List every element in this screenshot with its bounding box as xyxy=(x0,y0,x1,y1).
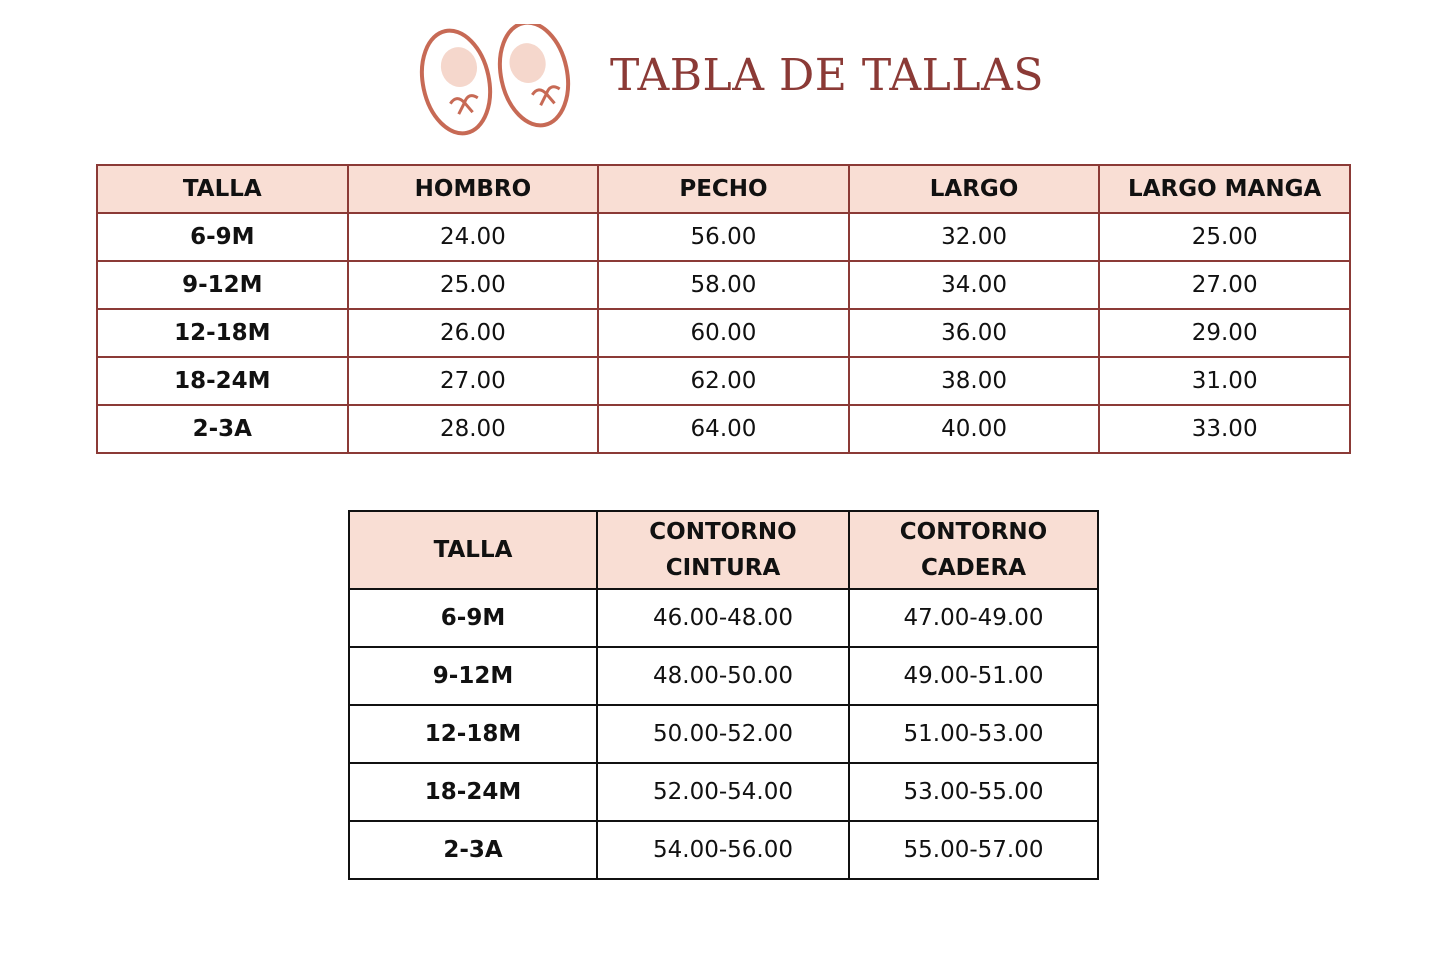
header-line: CADERA xyxy=(921,555,1026,581)
table-row xyxy=(349,589,1098,647)
header-line: CONTORNO xyxy=(649,519,797,545)
table-cell: 54.00-56.00 xyxy=(597,821,849,879)
header-line: TALLA xyxy=(433,537,513,563)
table-cell: 25.00 xyxy=(348,261,599,309)
table-cell: 28.00 xyxy=(348,405,599,453)
table-cell: 50.00-52.00 xyxy=(597,705,849,763)
page-header xyxy=(0,0,1445,150)
table-cell: 64.00 xyxy=(598,405,849,453)
table-cell: 38.00 xyxy=(849,357,1100,405)
table-cell: 51.00-53.00 xyxy=(849,705,1098,763)
size-cell: 12-18M xyxy=(97,309,348,357)
table-row xyxy=(349,821,1098,879)
table-cell: 29.00 xyxy=(1099,309,1350,357)
measurements-table xyxy=(96,164,1351,454)
size-cell: 18-24M xyxy=(97,357,348,405)
table-cell: 56.00 xyxy=(598,213,849,261)
column-header-largo-manga: LARGO MANGA xyxy=(1099,165,1350,213)
table-cell: 48.00-50.00 xyxy=(597,647,849,705)
table-cell: 32.00 xyxy=(849,213,1100,261)
column-header-pecho: PECHO xyxy=(598,165,849,213)
table-cell: 55.00-57.00 xyxy=(849,821,1098,879)
table-cell: 33.00 xyxy=(1099,405,1350,453)
size-cell: 6-9M xyxy=(97,213,348,261)
table-cell: 36.00 xyxy=(849,309,1100,357)
table-cell: 27.00 xyxy=(348,357,599,405)
column-header-contorno-cintura xyxy=(597,511,849,589)
table-row xyxy=(97,309,1350,357)
table-cell: 26.00 xyxy=(348,309,599,357)
table-cell: 53.00-55.00 xyxy=(849,763,1098,821)
table-cell: 52.00-54.00 xyxy=(597,763,849,821)
table-cell: 31.00 xyxy=(1099,357,1350,405)
header-line: CONTORNO xyxy=(899,519,1048,545)
table-cell: 40.00 xyxy=(849,405,1100,453)
column-header-talla xyxy=(349,511,597,589)
table-row xyxy=(97,213,1350,261)
table-row xyxy=(349,647,1098,705)
size-cell: 6-9M xyxy=(349,589,597,647)
contour-table xyxy=(348,510,1099,880)
column-header-contorno-cadera xyxy=(849,511,1098,589)
table-cell: 60.00 xyxy=(598,309,849,357)
table-row xyxy=(97,261,1350,309)
table-cell: 27.00 xyxy=(1099,261,1350,309)
table-row xyxy=(97,357,1350,405)
table-header-row xyxy=(349,511,1098,589)
table-header-row xyxy=(97,165,1350,213)
table-cell: 58.00 xyxy=(598,261,849,309)
table-cell: 46.00-48.00 xyxy=(597,589,849,647)
size-cell: 2-3A xyxy=(349,821,597,879)
table-cell: 49.00-51.00 xyxy=(849,647,1098,705)
table-cell: 25.00 xyxy=(1099,213,1350,261)
column-header-largo: LARGO xyxy=(849,165,1100,213)
page-title: TABLA DE TALLAS xyxy=(610,50,1044,101)
table-cell: 34.00 xyxy=(849,261,1100,309)
table-cell: 62.00 xyxy=(598,357,849,405)
table-row xyxy=(349,763,1098,821)
table-cell: 24.00 xyxy=(348,213,599,261)
size-cell: 12-18M xyxy=(349,705,597,763)
baby-shoes-icon xyxy=(412,24,580,140)
table-row xyxy=(97,405,1350,453)
table-cell: 47.00-49.00 xyxy=(849,589,1098,647)
size-cell: 18-24M xyxy=(349,763,597,821)
column-header-hombro: HOMBRO xyxy=(348,165,599,213)
size-cell: 2-3A xyxy=(97,405,348,453)
column-header-talla: TALLA xyxy=(97,165,348,213)
table-row xyxy=(349,705,1098,763)
size-cell: 9-12M xyxy=(349,647,597,705)
size-cell: 9-12M xyxy=(97,261,348,309)
header-line: CINTURA xyxy=(665,555,781,581)
